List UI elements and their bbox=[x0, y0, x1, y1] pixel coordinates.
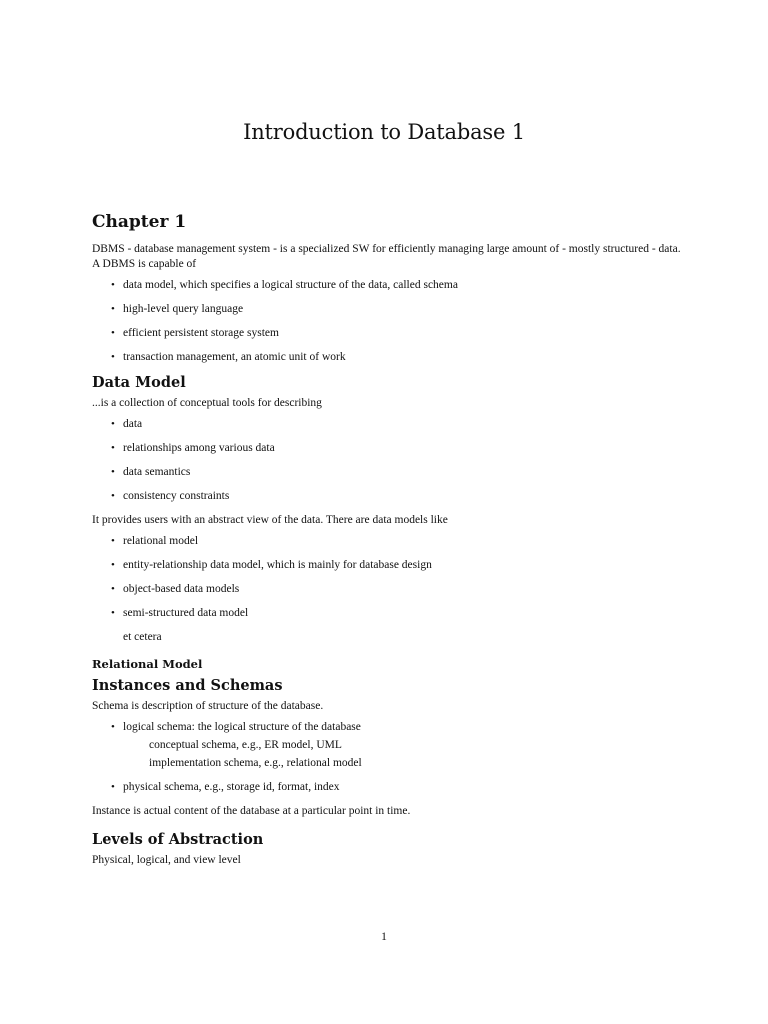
bullet-icon: • bbox=[111, 351, 115, 363]
list-item: • data bbox=[111, 418, 143, 430]
list-item: • object-based data models bbox=[111, 583, 240, 595]
bullet-icon: • bbox=[111, 303, 115, 315]
list-item: • efficient persistent storage system bbox=[111, 327, 279, 339]
models-intro: It provides users with an abstract view of the data. There are data models like bbox=[92, 514, 448, 526]
sub-item: implementation schema, e.g., relational model bbox=[149, 757, 362, 769]
et-cetera: et cetera bbox=[123, 631, 162, 643]
bullet-icon: • bbox=[111, 466, 115, 478]
describes-list bbox=[92, 417, 684, 504]
bullet-icon: • bbox=[111, 442, 115, 454]
levels-text: Physical, logical, and view level bbox=[92, 854, 241, 866]
bullet-icon: • bbox=[111, 559, 115, 571]
bullet-icon: • bbox=[111, 327, 115, 339]
bullet-icon: • bbox=[111, 583, 115, 595]
bullet-icon: • bbox=[111, 721, 115, 733]
instances-heading: Instances and Schemas bbox=[92, 677, 283, 694]
list-item: • semi-structured data model bbox=[111, 607, 249, 619]
data-model-intro: ...is a collection of conceptual tools for describing bbox=[92, 397, 322, 409]
bullet-icon: • bbox=[111, 535, 115, 547]
list-item: • data model, which specifies a logical structure of the data, called schema bbox=[111, 279, 458, 291]
capabilities-list bbox=[92, 278, 684, 365]
page-title: Introduction to Database 1 bbox=[243, 120, 525, 144]
data-model-heading: Data Model bbox=[92, 374, 186, 391]
list-item: • physical schema, e.g., storage id, format, index bbox=[111, 781, 340, 793]
bullet-icon: • bbox=[111, 607, 115, 619]
bullet-icon: • bbox=[111, 490, 115, 502]
bullet-icon: • bbox=[111, 418, 115, 430]
sub-item: conceptual schema, e.g., ER model, UML bbox=[149, 739, 342, 751]
document-body bbox=[92, 212, 684, 874]
page-number: 1 bbox=[381, 931, 387, 943]
chapter-intro: DBMS - database management system - is a specialized SW for efficiently managing large amount of - mostly structured - data. A DBMS is capable of bbox=[92, 243, 681, 270]
schema-list bbox=[92, 720, 684, 795]
bullet-icon: • bbox=[111, 279, 115, 291]
list-item: • entity-relationship data model, which is mainly for database design bbox=[111, 559, 432, 571]
bullet-icon: • bbox=[111, 781, 115, 793]
list-item: • relational model bbox=[111, 535, 199, 547]
list-item: • high-level query language bbox=[111, 303, 244, 315]
list-item: • transaction management, an atomic unit of work bbox=[111, 351, 346, 363]
instances-intro: Schema is description of structure of the database. bbox=[92, 700, 324, 712]
list-item: • logical schema: the logical structure of the database conceptual schema, e.g., ER model, UML implementation schema, e.g., relational model bbox=[92, 720, 684, 771]
list-item: • consistency constraints bbox=[111, 490, 230, 502]
list-item: • relationships among various data bbox=[111, 442, 275, 454]
levels-heading: Levels of Abstraction bbox=[92, 831, 264, 848]
list-item: • data semantics bbox=[111, 466, 191, 478]
models-list bbox=[92, 534, 684, 621]
instance-text: Instance is actual content of the database at a particular point in time. bbox=[92, 805, 411, 817]
relational-model-heading: Relational Model bbox=[92, 657, 203, 671]
chapter-heading: Chapter 1 bbox=[92, 212, 187, 232]
